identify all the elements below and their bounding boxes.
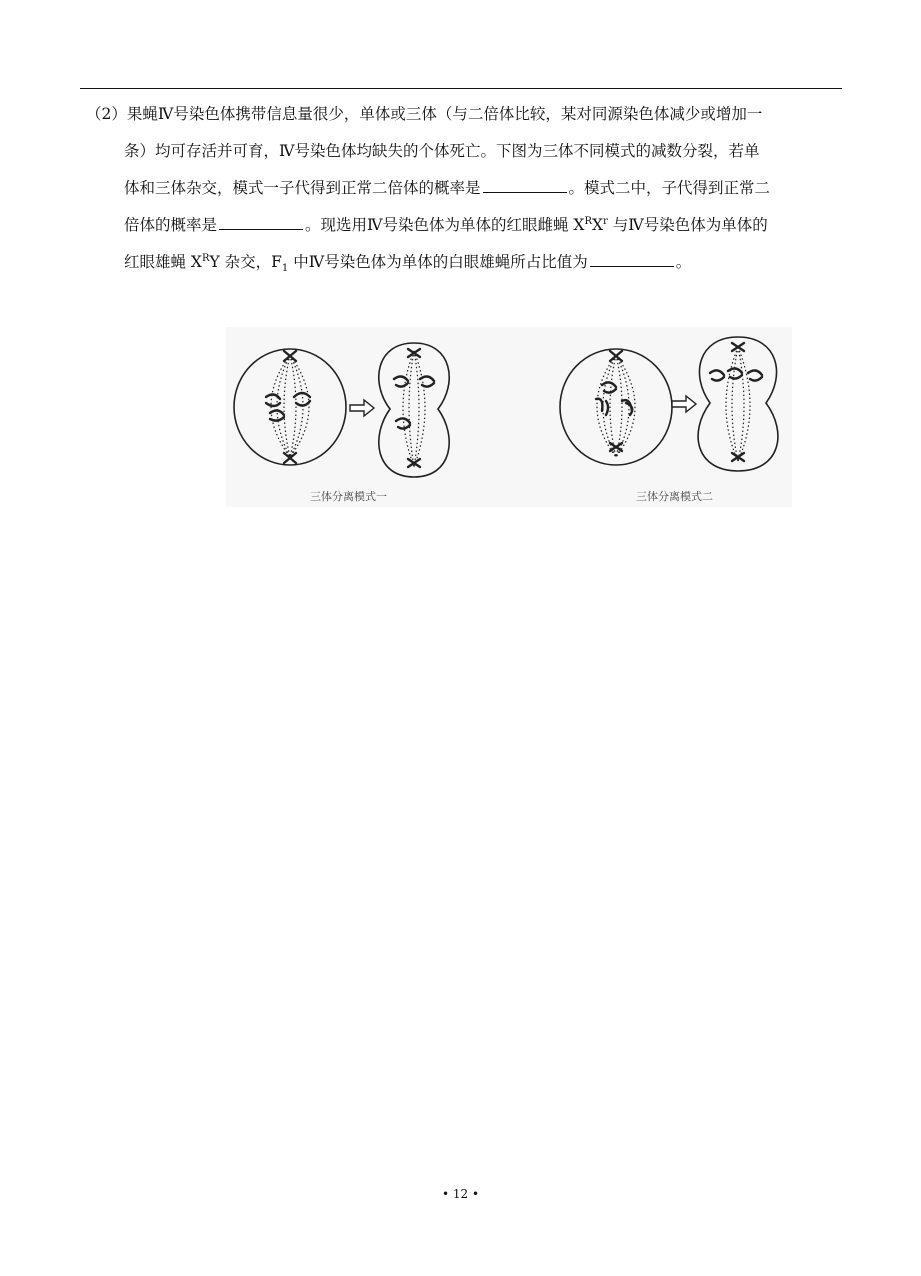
question-line-3: 体和三体杂交，模式一子代得到正常二倍体的概率是 。模式二中，子代得到正常二 [124,179,771,197]
answer-blank-2[interactable] [219,214,303,230]
answer-blank-3[interactable] [590,251,674,267]
caption-mode-1: 三体分离模式一 [310,490,387,503]
question-line-2: 条）均可存活并可育，Ⅳ号染色体均缺失的个体死亡。下图为三体不同模式的减数分裂，若单 [124,142,760,160]
question-number: （2） [86,105,127,123]
question-2 [86,96,842,281]
question-line-1: （2）果蝇Ⅳ号染色体携带信息量很少，单体或三体（与二倍体比较，某对同源染色体减少或增加一 [86,105,763,123]
top-rule [80,88,842,89]
page-number: • 12 • [441,1187,480,1201]
question-line-4: 倍体的概率是 。现选用Ⅳ号染色体为单体的红眼雌蝇 $X^RX^r$ 与Ⅳ号染色体为单体的 [124,215,768,234]
question-line-5: 红眼雄蝇 $X^RY$ 杂交，$F_1$ 中Ⅳ号染色体为单体的白眼雄蝇所占比值为 。 [124,252,692,275]
meiosis-figure [226,327,792,507]
meiosis-diagram [226,327,792,507]
caption-mode-2: 三体分离模式二 [636,490,713,503]
answer-blank-1[interactable] [483,177,567,193]
figure-background [226,327,792,507]
